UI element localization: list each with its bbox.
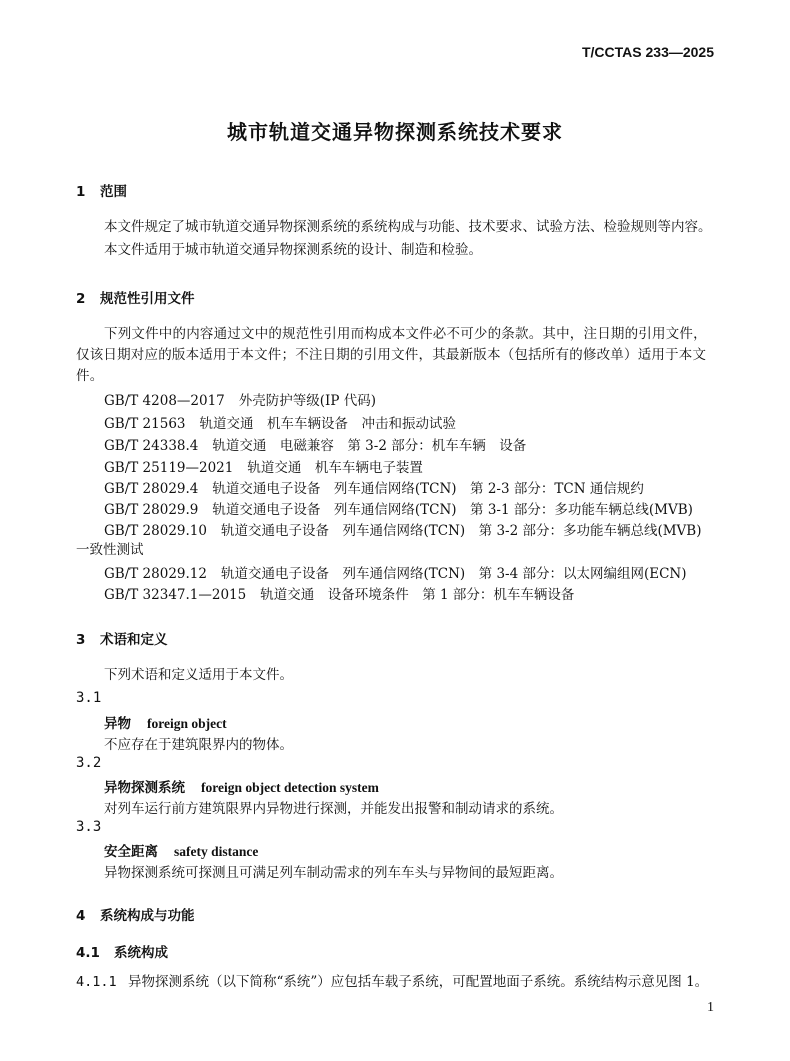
reference-item bbox=[104, 412, 456, 432]
section-title: 术语和定义 bbox=[100, 632, 168, 648]
term-definition: 异物探测系统可探测且可满足列车制动需求的列车车头与异物间的最短距离。 bbox=[104, 865, 563, 881]
section-number: 4 bbox=[76, 908, 86, 924]
section-1-paragraph-2: 本文件适用于城市轨道交通异物探测系统的设计、制造和检验。 bbox=[104, 242, 482, 258]
section-title: 规范性引用文件 bbox=[100, 291, 195, 307]
term-chinese: 异物 bbox=[104, 716, 131, 732]
section-4-heading bbox=[76, 904, 195, 924]
term-english: foreign object detection system bbox=[201, 780, 379, 795]
reference-title: 外壳防护等级(IP 代码) bbox=[238, 393, 377, 409]
reference-title: 轨道交通 机车车辆设备 冲击和振动试验 bbox=[199, 416, 456, 432]
reference-continuation: 一致性测试 bbox=[76, 542, 144, 558]
reference-title: 轨道交通电子设备 列车通信网络(TCN) 第 3-1 部分：多功能车辆总线(MVB) bbox=[212, 502, 693, 518]
section-number: 3 bbox=[76, 632, 86, 648]
section-title: 系统构成与功能 bbox=[100, 908, 195, 924]
reference-item bbox=[104, 389, 376, 409]
standard-code: T/CCTAS 233—2025 bbox=[581, 44, 714, 60]
term-number: 3.1 bbox=[76, 690, 102, 706]
term-english: foreign object bbox=[147, 716, 227, 731]
section-3-heading bbox=[76, 628, 168, 648]
subsection-4-1-heading bbox=[76, 941, 168, 961]
reference-title: 轨道交通 设备环境条件 第 1 部分：机车车辆设备 bbox=[260, 587, 575, 603]
reference-code: GB/T 32347.1—2015 bbox=[104, 587, 247, 603]
term-heading bbox=[104, 776, 379, 796]
subsection-title: 系统构成 bbox=[114, 945, 168, 961]
term-number: 3.2 bbox=[76, 755, 102, 771]
term-heading bbox=[104, 840, 258, 860]
section-1-heading bbox=[76, 180, 127, 200]
section-1-paragraph-1: 本文件规定了城市轨道交通异物探测系统的系统构成与功能、技术要求、试验方法、检验规则等内容。 bbox=[104, 219, 712, 235]
reference-code: GB/T 4208—2017 bbox=[104, 393, 225, 409]
term-heading bbox=[104, 712, 227, 732]
clause-number: 4.1.1 bbox=[76, 974, 117, 990]
page-number: 1 bbox=[707, 1000, 714, 1015]
term-english: safety distance bbox=[174, 844, 259, 859]
reference-item bbox=[104, 434, 526, 454]
clause-text: 异物探测系统（以下简称“系统”）应包括车载子系统，可配置地面子系统。系统结构示意见图 1。 bbox=[128, 974, 709, 990]
section-title: 范围 bbox=[100, 184, 127, 200]
section-2-heading bbox=[76, 287, 195, 307]
term-definition: 对列车运行前方建筑限界内异物进行探测，并能发出报警和制动请求的系统。 bbox=[104, 801, 563, 817]
term-chinese: 安全距离 bbox=[104, 844, 158, 860]
reference-title: 轨道交通电子设备 列车通信网络(TCN) 第 3-2 部分：多功能车辆总线(MVB) bbox=[220, 523, 702, 539]
document-title: 城市轨道交通异物探测系统技术要求 bbox=[227, 120, 563, 144]
term-chinese: 异物探测系统 bbox=[104, 780, 185, 796]
reference-item bbox=[104, 498, 693, 518]
reference-item bbox=[104, 477, 644, 497]
reference-title: 轨道交通 电磁兼容 第 3-2 部分：机车车辆 设备 bbox=[212, 438, 527, 454]
term-definition: 不应存在于建筑限界内的物体。 bbox=[104, 737, 293, 753]
section-number: 1 bbox=[76, 184, 86, 200]
reference-code: GB/T 21563 bbox=[104, 416, 186, 432]
reference-code: GB/T 24338.4 bbox=[104, 438, 199, 454]
section-number: 2 bbox=[76, 291, 86, 307]
section-3-intro: 下列术语和定义适用于本文件。 bbox=[104, 667, 293, 683]
term-number: 3.3 bbox=[76, 819, 102, 835]
reference-title: 轨道交通 机车车辆电子装置 bbox=[247, 460, 423, 476]
reference-item bbox=[104, 456, 423, 476]
reference-title: 轨道交通电子设备 列车通信网络(TCN) 第 3-4 部分：以太网编组网(ECN) bbox=[220, 566, 687, 582]
reference-code: GB/T 28029.12 bbox=[104, 566, 207, 582]
reference-item bbox=[104, 583, 574, 603]
reference-item bbox=[104, 562, 687, 582]
subsection-number: 4.1 bbox=[76, 945, 100, 961]
section-2-intro: 下列文件中的内容通过文中的规范性引用而构成本文件必不可少的条款。其中，注日期的引用文件，仅该日期对应的版本适用于本文件；不注日期的引用文件，其最新版本（包括所有的修改单）适用于本文件。 bbox=[76, 326, 707, 384]
reference-code: GB/T 28029.4 bbox=[104, 481, 199, 497]
reference-title: 轨道交通电子设备 列车通信网络(TCN) 第 2-3 部分：TCN 通信规约 bbox=[212, 481, 644, 497]
reference-item bbox=[104, 519, 702, 539]
reference-code: GB/T 25119—2021 bbox=[104, 460, 234, 476]
reference-code: GB/T 28029.9 bbox=[104, 502, 199, 518]
clause-4-1-1 bbox=[76, 972, 708, 993]
reference-code: GB/T 28029.10 bbox=[104, 523, 207, 539]
